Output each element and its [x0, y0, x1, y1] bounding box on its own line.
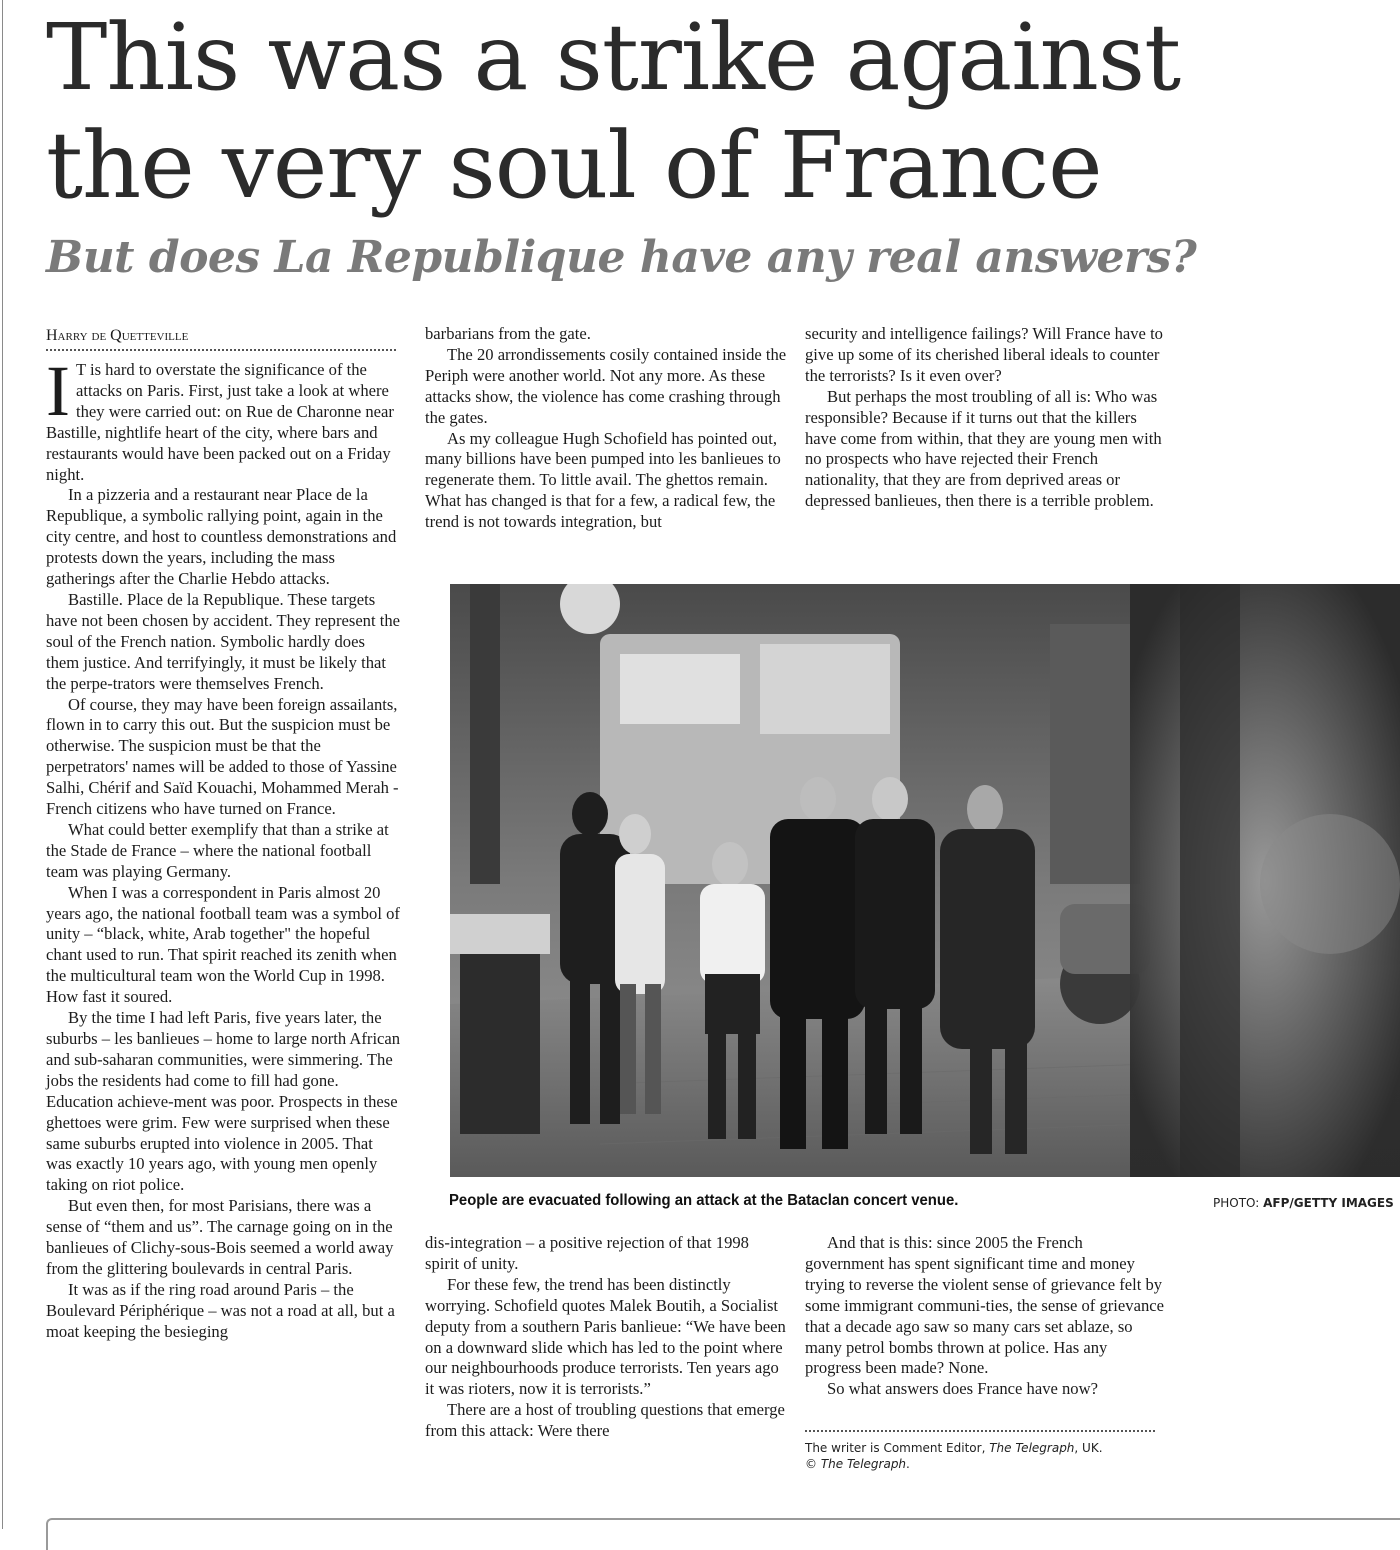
photo-credit: PHOTO: AFP/GETTY IMAGES: [1213, 1196, 1394, 1210]
paragraph: security and intelligence failings? Will France have to give up some of its cherished liberal ideals to counter the terrorists? Is it even over?: [805, 324, 1163, 385]
headline-line-1: This was a strike against: [46, 4, 1181, 111]
paragraph: When I was a correspondent in Paris almost 20 years ago, the national football team was a symbol of unity – “black, white, Arab together" the hopeful chant used to run. That spirit reached its zenith when the multicultural team won the World Cup in 1998. How fast it soured.: [46, 882, 400, 1007]
paragraph: As my colleague Hugh Schofield has pointed out, many billions have been pumped into les banlieues to regenerate them. To little avail. The ghettos remain. What has changed is that for a few, a radical few, the trend is not towards integration, but: [425, 428, 781, 532]
paragraph: But perhaps the most troubling of all is: Who was responsible? Because if it turns out that the killers have come from within, that they are young men with no prospects who have rejected their French nationality, that they are from deprived areas or depressed banlieues, then there is a terrible problem.: [805, 386, 1162, 511]
article-column-2-top: [425, 324, 787, 533]
paragraph: dis-integration – a positive rejection of that 1998 spirit of unity.: [425, 1233, 749, 1273]
paragraph: There are a host of troubling questions that emerge from this attack: Were there: [425, 1400, 785, 1441]
end-rule: [805, 1430, 1155, 1432]
paragraph: barbarians from the gate.: [425, 324, 591, 343]
paragraph: It was as if the ring road around Paris – the Boulevard Périphérique – was not a road at all, but a moat keeping the besieging: [46, 1279, 395, 1341]
paragraph: By the time I had left Paris, five years later, the suburbs – les banlieues – home to large north African and sub-saharan communities, were simmering. The jobs the residents had come to fill had gone. Education achieve-ment was poor. Prospects in these ghettoes were grim. Few were surprised when these same suburbs erupted into violence in 2005. That was exactly 10 years ago, with young men openly taking on riot police.: [46, 1008, 401, 1195]
subheadline: But does La Republique have any real answers?: [46, 232, 1197, 283]
page-left-rule: [2, 0, 3, 1529]
paragraph: So what answers does France have now?: [827, 1379, 1098, 1399]
next-section-box: [46, 1518, 1400, 1550]
paragraph: For these few, the trend has been distinctly worrying. Schofield quotes Malek Boutih, a Socialist deputy from a southern Paris banlieue: “We have been on a downward slide which has led to the point where our neighbourhoods produce terrorists. Ten years ago it was rioters, now it is terrorists.”: [425, 1274, 786, 1399]
author-footnote: The writer is Comment Editor, The Telegraph, UK. © The Telegraph.: [805, 1441, 1103, 1471]
headline: [46, 4, 1346, 220]
article-column-1: [46, 351, 402, 1343]
article-column-2-bottom: [425, 1233, 787, 1442]
paragraph: But even then, for most Parisians, there was a sense of “them and us”. The carnage going on in the banlieues of Clichy-sous-Bois seemed a world away from the glittering boulevards in central Paris.: [46, 1196, 394, 1278]
headline-line-2: the very soul of France: [46, 112, 1102, 219]
article-column-3-bottom: [805, 1233, 1165, 1400]
paragraph: And that is this: since 2005 the French government has spent significant time and money trying to reverse the violent sense of grievance felt by some immigrant communi-ties, the sense of grievance that a decade ago saw so many cars set ablaze, so many petrol bombs thrown at police. Has any progress been made? None.: [805, 1233, 1164, 1378]
paragraph: Of course, they may have been foreign assailants, flown in to carry this out. But the suspicion must be otherwise. The suspicion must be that the perpetrators' names will be added to those of Yassine Salhi, Chérif and Saïd Kouachi, Mohammed Merah - French citizens who have turned on France.: [46, 694, 399, 819]
byline: Harry de Quetteville: [46, 326, 396, 351]
photo-caption: People are evacuated following an attack at the Bataclan concert venue.: [449, 1192, 959, 1209]
article-column-3-top: [805, 324, 1165, 512]
paragraph: In a pizzeria and a restaurant near Place de la Republique, a symbolic rallying point, again in the city centre, and host to countless demonstrations and protests down the years, including the mass gatherings after the Charlie Hebdo attacks.: [46, 485, 397, 589]
paragraph: What could better exemplify that than a strike at the Stade de France – where the national football team was playing Germany.: [46, 819, 389, 881]
photo-illustration: [450, 584, 1400, 1177]
dropcap: I: [46, 351, 70, 431]
paragraph: I T is hard to overstate the significance of the attacks on Paris. First, just take a look at where they were carried out: on Rue de Charonne near Bastille, nightlife heart of the city, where bars and restaurants would have been packed out on a Friday night.: [46, 351, 394, 484]
news-photo: [450, 584, 1400, 1177]
paragraph: The 20 arrondissements cosily contained inside the Periph were another world. Not any more. As these attacks show, the violence has come crashing through the gates.: [425, 344, 787, 427]
paragraph: Bastille. Place de la Republique. These targets have not been chosen by accident. They represent the soul of the French nation. Symbolic hardly does them justice. And terrifyingly, it must be likely that the perpe-trators were themselves French.: [46, 589, 401, 693]
